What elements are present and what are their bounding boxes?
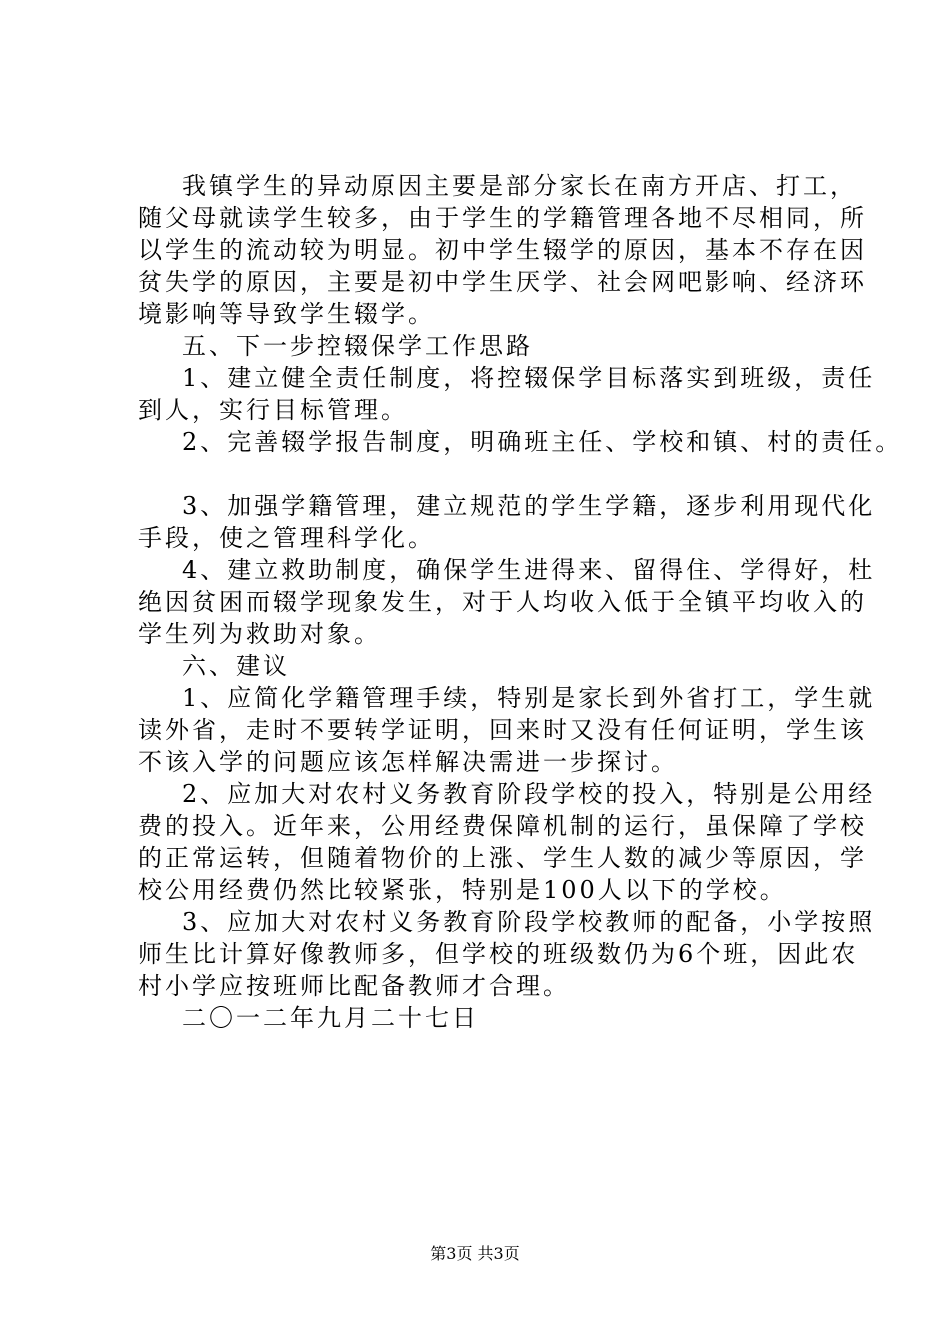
text-line: 的正常运转，但随着物价的上涨、学生人数的减少等原因，学: [138, 844, 867, 872]
text-line: 3、加强学籍管理，建立规范的学生学籍，逐步利用现代化: [182, 492, 876, 520]
text-line: 村小学应按班师比配备教师才合理。: [138, 972, 570, 1000]
text-line: 我镇学生的异动原因主要是部分家长在南方开店、打工，: [182, 172, 857, 200]
text-line: 2、应加大对农村义务教育阶段学校的投入，特别是公用经: [182, 780, 876, 808]
document-body: [138, 170, 903, 1034]
text-line: 以学生的流动较为明显。初中学生辍学的原因，基本不存在因: [138, 236, 867, 264]
page-footer: 第3页 共3页: [430, 1244, 520, 1263]
text-line: 学生列为救助对象。: [138, 620, 381, 648]
text-line: 1、建立健全责任制度，将控辍保学目标落实到班级，责任: [182, 364, 876, 392]
text-line: 1、应简化学籍管理手续，特别是家长到外省打工，学生就: [182, 684, 876, 712]
text-line: 费的投入。近年来，公用经费保障机制的运行，虽保障了学校: [138, 812, 867, 840]
text-line: 4、建立救助制度，确保学生进得来、留得住、学得好，杜: [182, 556, 876, 584]
blank-line: [138, 458, 838, 490]
text-line: 3、应加大对农村义务教育阶段学校教师的配备，小学按照: [182, 908, 876, 936]
text-line: 师生比计算好像教师多，但学校的班级数仍为6个班，因此农: [138, 940, 859, 968]
text-line: 读外省，走时不要转学证明，回来时又没有任何证明，学生该: [138, 716, 867, 744]
text-line: 五、下一步控辍保学工作思路: [182, 332, 533, 360]
text-line: 境影响等导致学生辍学。: [138, 300, 435, 328]
text-line: 贫失学的原因，主要是初中学生厌学、社会网吧影响、经济环: [138, 268, 867, 296]
text-line: 到人，实行目标管理。: [138, 396, 408, 424]
text-line: 二〇一二年九月二十七日: [182, 1004, 479, 1032]
text-line: 2、完善辍学报告制度，明确班主任、学校和镇、村的责任。: [182, 428, 903, 456]
text-line: 六、建议: [182, 652, 290, 680]
text-line: 随父母就读学生较多，由于学生的学籍管理各地不尽相同，所: [138, 204, 867, 232]
text-line: 校公用经费仍然比较紧张，特别是100人以下的学校。: [138, 876, 787, 904]
text-line: 手段，使之管理科学化。: [138, 524, 435, 552]
text-line: 绝因贫困而辍学现象发生，对于人均收入低于全镇平均收入的: [138, 588, 867, 616]
text-line: 不该入学的问题应该怎样解决需进一步探讨。: [138, 748, 678, 776]
